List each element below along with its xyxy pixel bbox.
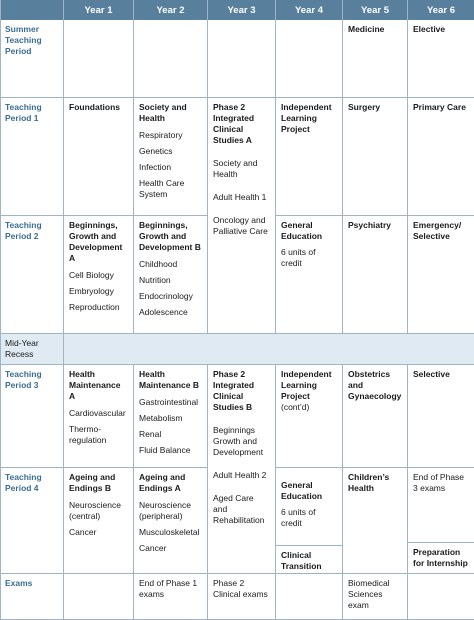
cell-y6-internship (408, 543, 474, 574)
tp3-y6-title: Selective (413, 369, 450, 379)
row-head-tp2: Teaching Period 2 (0, 216, 64, 334)
header-year-2: Year 2 (134, 0, 208, 20)
exam-y2-text: End of Phase 1 exams (139, 578, 198, 599)
cell-tp4-y1 (64, 468, 134, 574)
cell-tp1-y6 (408, 98, 474, 216)
y3-b-item: Aged Care and Rehabilitation (213, 493, 265, 525)
row-head-tp1: Teaching Period 1 (0, 98, 64, 216)
tp1-y1-title: Foundations (69, 102, 120, 112)
cell-exam-y1 (64, 574, 134, 620)
tp4-y2-title: Ageing and Endings A (139, 472, 186, 493)
y3-a-title: Phase 2 Integrated Clinical Studies A (213, 102, 255, 145)
cell-summer-y5 (343, 20, 408, 98)
cell-tp1-y4 (276, 98, 343, 216)
header-year-6: Year 6 (408, 0, 474, 20)
tp2-y1-title: Beginnings, Growth and Development A (69, 220, 123, 263)
y4-ge-a-note: 6 units of credit (281, 247, 316, 268)
tp2-y2-item: Childhood (139, 259, 178, 269)
cell-tp2-y2 (134, 216, 208, 334)
tp2-y2-title: Beginnings, Growth and Development B (139, 220, 201, 252)
tp3-y1-item: Cardiovascular (69, 408, 126, 418)
row-head-midyear: Mid-Year Recess (0, 334, 64, 365)
y4-a-title: Independent Learning Project (281, 102, 332, 134)
tp2-y6-title: Emergency/ Selective (413, 220, 462, 241)
y3-b-title: Phase 2 Integrated Clinical Studies B (213, 369, 255, 412)
cell-tp3-y6 (408, 365, 474, 468)
cell-tp4-y2 (134, 468, 208, 574)
tp3-y2-item: Renal (139, 429, 162, 439)
tp2-y2-item: Nutrition (139, 275, 171, 285)
cell-y3-block-a (208, 98, 276, 334)
tp3-y1-title: Health Maintenance A (69, 369, 121, 401)
y4-b-note: (cont’d) (281, 402, 310, 412)
y6-intern-title: Preparation for Internship (413, 547, 468, 568)
tp3-y2-title: Health Maintenance B (139, 369, 199, 390)
header-year-3: Year 3 (208, 0, 276, 20)
y4-ge-a-title: General Education (281, 220, 323, 241)
summer-y5-title: Medicine (348, 24, 385, 34)
y4-b-title: Independent Learning Project (281, 369, 332, 401)
cell-exam-y2 (134, 574, 208, 620)
y3-a-item: Adult Health 1 (213, 192, 267, 202)
cell-summer-y1 (64, 20, 134, 98)
tp4-y1-item: Cancer (69, 527, 97, 537)
row-head-summer: Summer Teaching Period (0, 20, 64, 98)
y4-ge-b-title: General Education (281, 480, 323, 501)
header-year-5: Year 5 (343, 0, 408, 20)
y4-ge-b-note: 6 units of credit (281, 507, 316, 528)
summer-y6-title: Elective (413, 24, 446, 34)
tp2-y5-title: Psychiatry (348, 220, 391, 230)
tp2-y1-item: Cell Biology (69, 270, 114, 280)
tp3-y2-item: Gastrointestinal (139, 397, 199, 407)
cell-tp3-y2 (134, 365, 208, 468)
tp4-y1-title: Ageing and Endings B (69, 472, 116, 493)
cell-summer-y4 (276, 20, 343, 98)
y3-b-item: Beginnings Growth and Development (213, 425, 264, 457)
tp1-y6-title: Primary Care (413, 102, 466, 112)
cell-y4-transition (276, 546, 343, 574)
cell-summer-y6 (408, 20, 474, 98)
tp4-y2-item: Neuroscience (peripheral) (139, 500, 191, 521)
cell-tp2-y5 (343, 216, 408, 334)
tp2-y2-item: Endocrinology (139, 291, 193, 301)
cell-tp1-y5 (343, 98, 408, 216)
cell-tp2-y4 (276, 216, 343, 334)
header-year-1: Year 1 (64, 0, 134, 20)
tp4-y1-item: Neuroscience (central) (69, 500, 121, 521)
y3-a-item: Oncology and Palliative Care (213, 215, 268, 236)
tp2-y2-item: Adolescence (139, 307, 188, 317)
y3-b-item: Adult Health 2 (213, 470, 267, 480)
cell-tp3-y1 (64, 365, 134, 468)
row-head-exams: Exams (0, 574, 64, 620)
cell-midyear-band (64, 334, 474, 365)
cell-tp3-y4 (276, 365, 343, 468)
y3-a-item: Society and Health (213, 158, 258, 179)
cell-summer-y2 (134, 20, 208, 98)
tp3-y1-item: Thermo-regulation (69, 424, 107, 445)
tp1-y2-item: Genetics (139, 146, 173, 156)
cell-tp4-y5 (343, 468, 408, 574)
tp3-y2-item: Metabolism (139, 413, 183, 423)
tp3-y5-title: Obstetrics and Gynaecology (348, 369, 402, 401)
cell-tp3-y5 (343, 365, 408, 468)
cell-summer-y3 (208, 20, 276, 98)
row-head-tp4: Teaching Period 4 (0, 468, 64, 574)
tp2-y1-item: Embryology (69, 286, 114, 296)
cell-tp4-y4 (276, 468, 343, 546)
tp1-y2-item: Infection (139, 162, 172, 172)
cell-tp2-y6 (408, 216, 474, 334)
tp4-y5-title: Children’s Health (348, 472, 390, 493)
cell-exam-y4 (276, 574, 343, 620)
cell-tp2-y1 (64, 216, 134, 334)
tp2-y1-item: Reproduction (69, 302, 120, 312)
header-year-4: Year 4 (276, 0, 343, 20)
exam-y3-text: Phase 2 Clinical exams (213, 578, 268, 599)
header-corner (0, 0, 64, 20)
cell-exam-y6 (408, 574, 474, 620)
tp1-y2-title: Society and Health (139, 102, 187, 123)
tp1-y5-title: Surgery (348, 102, 381, 112)
y4-transition-title: Clinical Transition (281, 550, 322, 571)
tp4-y2-item: Musculoskeletal (139, 527, 200, 537)
cell-tp1-y1 (64, 98, 134, 216)
cell-tp1-y2 (134, 98, 208, 216)
tp1-y2-item: Respiratory (139, 130, 183, 140)
tp3-y2-item: Fluid Balance (139, 445, 191, 455)
cell-exam-y3 (208, 574, 276, 620)
row-head-tp3: Teaching Period 3 (0, 365, 64, 468)
tp4-y6-text: End of Phase 3 exams (413, 472, 465, 493)
exam-y5-text: Biomedical Sciences exam (348, 578, 390, 610)
tp4-y2-item: Cancer (139, 543, 167, 553)
cell-tp4-y6 (408, 468, 474, 543)
cell-y3-block-b (208, 365, 276, 574)
cell-exam-y5 (343, 574, 408, 620)
tp1-y2-item: Health Care System (139, 178, 185, 199)
